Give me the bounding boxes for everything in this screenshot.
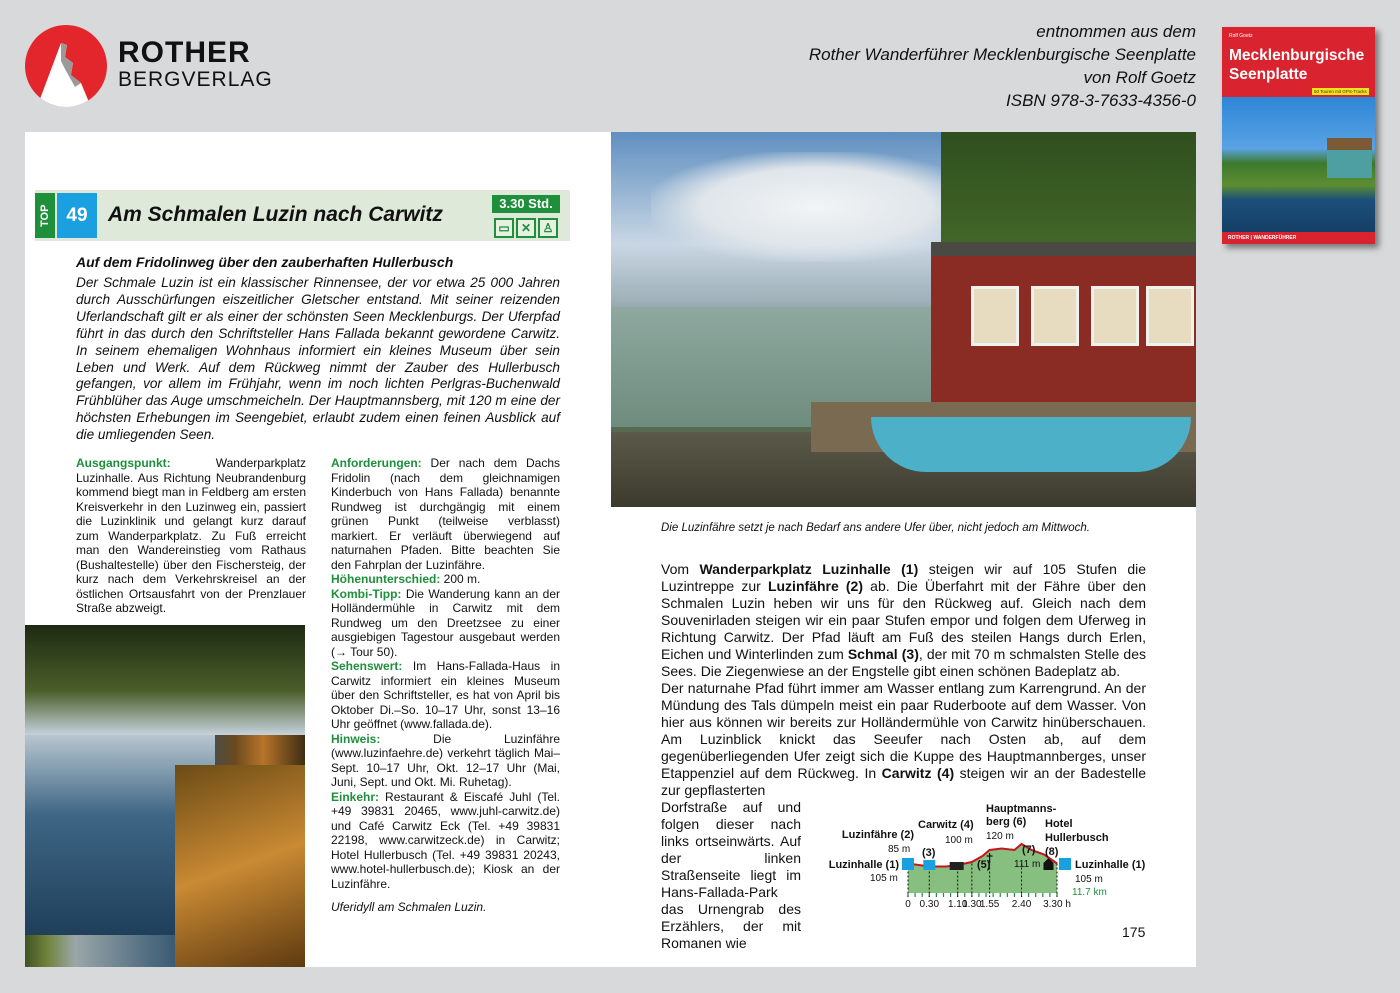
label-berg-elev: 120 m [986,831,1014,842]
logo-rother [25,25,107,107]
info-entry [331,732,560,790]
info-key: Ausgangspunkt: [76,456,171,471]
label-start: Luzinhalle (1) [828,859,899,871]
top-tag: TOP [35,193,55,238]
cover-brand: ROTHER [1228,235,1250,241]
brand-subname: BERGVERLAG [118,68,273,91]
parking-icon-end [1059,858,1071,870]
text-segment: Vom [661,561,700,577]
label-hotel-1: Hotel [1045,818,1073,830]
cover-author: Rolf Goetz [1229,33,1253,39]
route-description [661,561,1146,799]
photo-lake-shore [25,625,305,967]
time-tick-label: 1.30 [962,899,982,910]
waypoint-name: Carwitz (4) [881,765,955,781]
duration-badge: 3.30 Std. [492,195,560,213]
waypoint-name: Wanderparkplatz Luzinhalle (1) [699,561,919,577]
time-tick-label: 0.30 [919,899,940,910]
label-ferry-elev: 85 m [888,844,911,855]
text-segment: Der naturnahe Pfad führt immer am Wasser entlang zum Karrengrund. An der Mündung des Tals dümpeln meist ein paar Ruderboote auf dem Wasser. Von hier aus können wir bereits zur Holländermühle von Carwitz hinüberschauen. Am Luzinblick knickt das Seeufer nach Osten ab, auf dem gegenüberliegenden Ufer zeigt sich die Kuppe des Hauptmannberges, unser Etappenziel auf dem Rückweg. In [661,680,1146,781]
tour-title: Am Schmalen Luzin nach Carwitz [108,203,443,226]
waypoint-name: Luzinfähre (2) [767,578,864,594]
tour-number: 49 [57,193,97,238]
label-carwitz: Carwitz (4) [918,819,974,831]
text-segment: , der mit 70 m schmalsten Stelle des Sees. Die Ziegenwiese an der Engstelle gibt einen schönen Badeplatz ab. [661,646,1146,679]
time-tick-label: 3.30 h [1043,899,1071,910]
info-entry [331,790,560,892]
brand-name: ROTHER [118,36,251,69]
label-end: Luzinhalle (1) [1075,859,1146,871]
photo-ferry-kiosk [611,132,1196,507]
info-text: Restaurant & Eiscafé Juhl (Tel. +49 39831 20465, www.juhl-carwitz.de) und Café Carwitz Eck (Tel. +49 39831 22198, www.carwitzeck.de) in Carwitz; Hotel Hullerbusch (Tel. +49 39831 20243, www.hotel-hullerbusch.de); Kiosk an der Luzinfähre. [331,789,560,891]
cover-title-1: Mecklenburgische [1229,47,1365,64]
bus-icon: ▭ [494,218,514,238]
caption-left-photo: Uferidyll am Schmalen Luzin. [331,900,487,914]
info-text: Die Wanderung kann an der Holländermühle in Carwitz mit dem Rundweg um den Dreetzsee zu einer ausgiebigen Tagestour ausgebaut werden (→ Tour 50). [331,586,560,659]
info-key: Anforderungen: [331,456,422,471]
text-segment: steigen wir an der Badestelle zur gepflasterten [661,765,1146,798]
label-berg-2: berg (6) [986,816,1027,828]
info-key: Kombi-Tipp: [331,586,402,601]
info-key: Höhenunterschied: [331,572,441,587]
label-distance: 11.7 km [1072,887,1107,898]
tour-intro: Der Schmale Luzin ist ein klassischer Rinnensee, der vor etwa 25 000 Jahren durch Ausschürfungen eiszeitlicher Gletscher entstand. Mit seiner reizenden Uferlandschaft gilt er als einer der schönsten Seen Mecklenburgs. Der Uferpfad führt in das durch den Schriftsteller Hans Fallada bekannt gewordene Carwitz. In seinem ehemaligen Wohnhaus informiert ein kleines Museum über sein Leben und Werk. Auf dem Rückweg nimmt der Zauber des Hullerbusch gefangen, vor allem im Frühjahr, wenn im noch lichten Perlgras-Buchenwald Frühblüher das Auge umschmeicheln. Der Hauptmannsberg, mit 120 m eine der höchsten Erhebungen im Seengebiet, erlaubt zudem einen feinen Ausblick auf die umliegenden Seen. [76,275,560,443]
info-key: Hinweis: [331,731,381,746]
label-start-elev: 105 m [870,873,898,884]
info-key: Einkehr: [331,789,380,804]
info-text: Wanderparkplatz Luzinhalle. Aus Richtung Neubrandenburg kommend biegt man in Feldberg am ersten Kreisverkehr in den Luzinweg ein, passiert die Luzinklinik und gelangt kurz darauf zum Wanderparkplatz. Zu Fuß erreicht man den Wandereinstieg vom Rathaus (Bushaltestelle) über den Fischersteig, der kurz nach dem Verkehrskreisel an der östlichen Ortsausfahrt von der Prenzlauer Straße abzweigt. [76,456,306,616]
caption-right-photo: Die Luzinfähre setzt je nach Bedarf ans andere Ufer über, nicht jedoch am Mittwoch. [661,522,1090,534]
info-entry [331,572,560,587]
info-text: Im Hans-Fallada-Haus in Carwitz informiert ein kleines Museum über den Schriftsteller, es hat von April bis Oktober Di.–So. 10–17 Uhr, sonst 13–16 Uhr geöffnet (www.fallada.de). [331,659,560,732]
info-entry [331,456,560,572]
info-right-column [331,456,560,891]
cover-house [1327,138,1372,178]
cover-series: WANDERFÜHRER [1253,235,1297,241]
time-tick-label: 2.40 [1011,899,1032,910]
source-line-1: entnommen aus dem [1036,22,1196,41]
cover-badge: 50 Touren mit GPS-Tracks [1314,89,1367,94]
label-p7-elev: 111 m [1014,859,1041,870]
book-cover: Rolf Goetz Mecklenburgische Seenplatte 50 Touren mit GPS-Tracks ROTHER | WANDERFÜHRER [1222,27,1375,244]
time-tick-label: 1.55 [979,899,1000,910]
text-segment: ab. Die Überfahrt mit der Fähre über den Schmalen Luzin heben wir uns für den Rückweg auf. Gleich nach dem Souvenirladen steigen wir ein paar Stufen empor und folgen dem Uferweg in Richtung Carwitz. Der Pfad läuft am Fuß des steilen Hangs durch Erlen, Eichen und Winterlinden zum [661,578,1147,662]
cover-title-2: Seenplatte [1229,66,1308,83]
label-p7: (7) [1022,844,1036,856]
label-p5: (5) [977,859,991,871]
time-tick-label: 1.10 [947,899,968,910]
parking-icon-start [902,858,914,870]
route-description-continued: Dorfstraße auf und folgen dieser nach links ortseinwärts. Auf der linken Straßenseite liegt im Hans-Fallada-Park das Urnengrab des Erzählers, der mit Romanen wie [661,799,801,951]
ferry-icon [923,860,935,870]
tour-subtitle: Auf dem Fridolinweg über den zauberhaften Hullerbusch [76,254,454,270]
waypoint-name: Schmal (3) [847,646,919,662]
restaurant-icon: ✕ [516,218,536,238]
source-line-3: von Rolf Goetz [1083,68,1196,87]
text-segment: steigen wir auf 105 Stufen die Luzintreppe zur [661,561,1147,594]
info-entry [331,587,560,660]
village-icon [950,862,964,870]
label-hotel-2: Hullerbusch [1045,832,1109,844]
info-entry [76,456,306,616]
label-p8: (8) [1045,846,1059,858]
time-tick-label: 0 [905,899,911,910]
source-isbn: ISBN 978-3-7633-4356-0 [1006,91,1196,110]
label-p3: (3) [922,847,936,859]
source-line-2: Rother Wanderführer Mecklenburgische Seenplatte [808,45,1196,64]
page-number: 175 [1122,924,1146,940]
info-key: Sehenswert: [331,659,403,674]
info-entry [331,659,560,732]
info-text: 200 m. [440,572,481,587]
label-berg-1: Hauptmanns- [986,803,1057,815]
info-text: Die Luzinfähre (www.luzinfaehre.de) verkehrt täglich Mai–Sept. 10–17 Uhr, Okt. 12–17 Uhr (Mai, Juni, Sept. und Okt. Mi. Ruhetag). [331,731,560,790]
mountain-icon [25,25,107,107]
label-end-elev: 105 m [1075,874,1103,885]
elevation-profile [820,798,1150,914]
info-text: Der nach dem Dachs Fridolin (nach dem gleichnamigen Kinderbuch von Hans Fallada) benannte Rundweg ist durchgängig mit einem grünen Punkt (teilweise verblasst) markiert. Er verläuft überwiegend auf naturnahen Pfaden. Bitte beachten Sie den Fahrplan der Luzinfähre. [331,456,560,572]
label-ferry: Luzinfähre (2) [841,829,914,841]
label-carwitz-elev: 100 m [945,835,973,846]
family-icon: ♙ [538,218,558,238]
